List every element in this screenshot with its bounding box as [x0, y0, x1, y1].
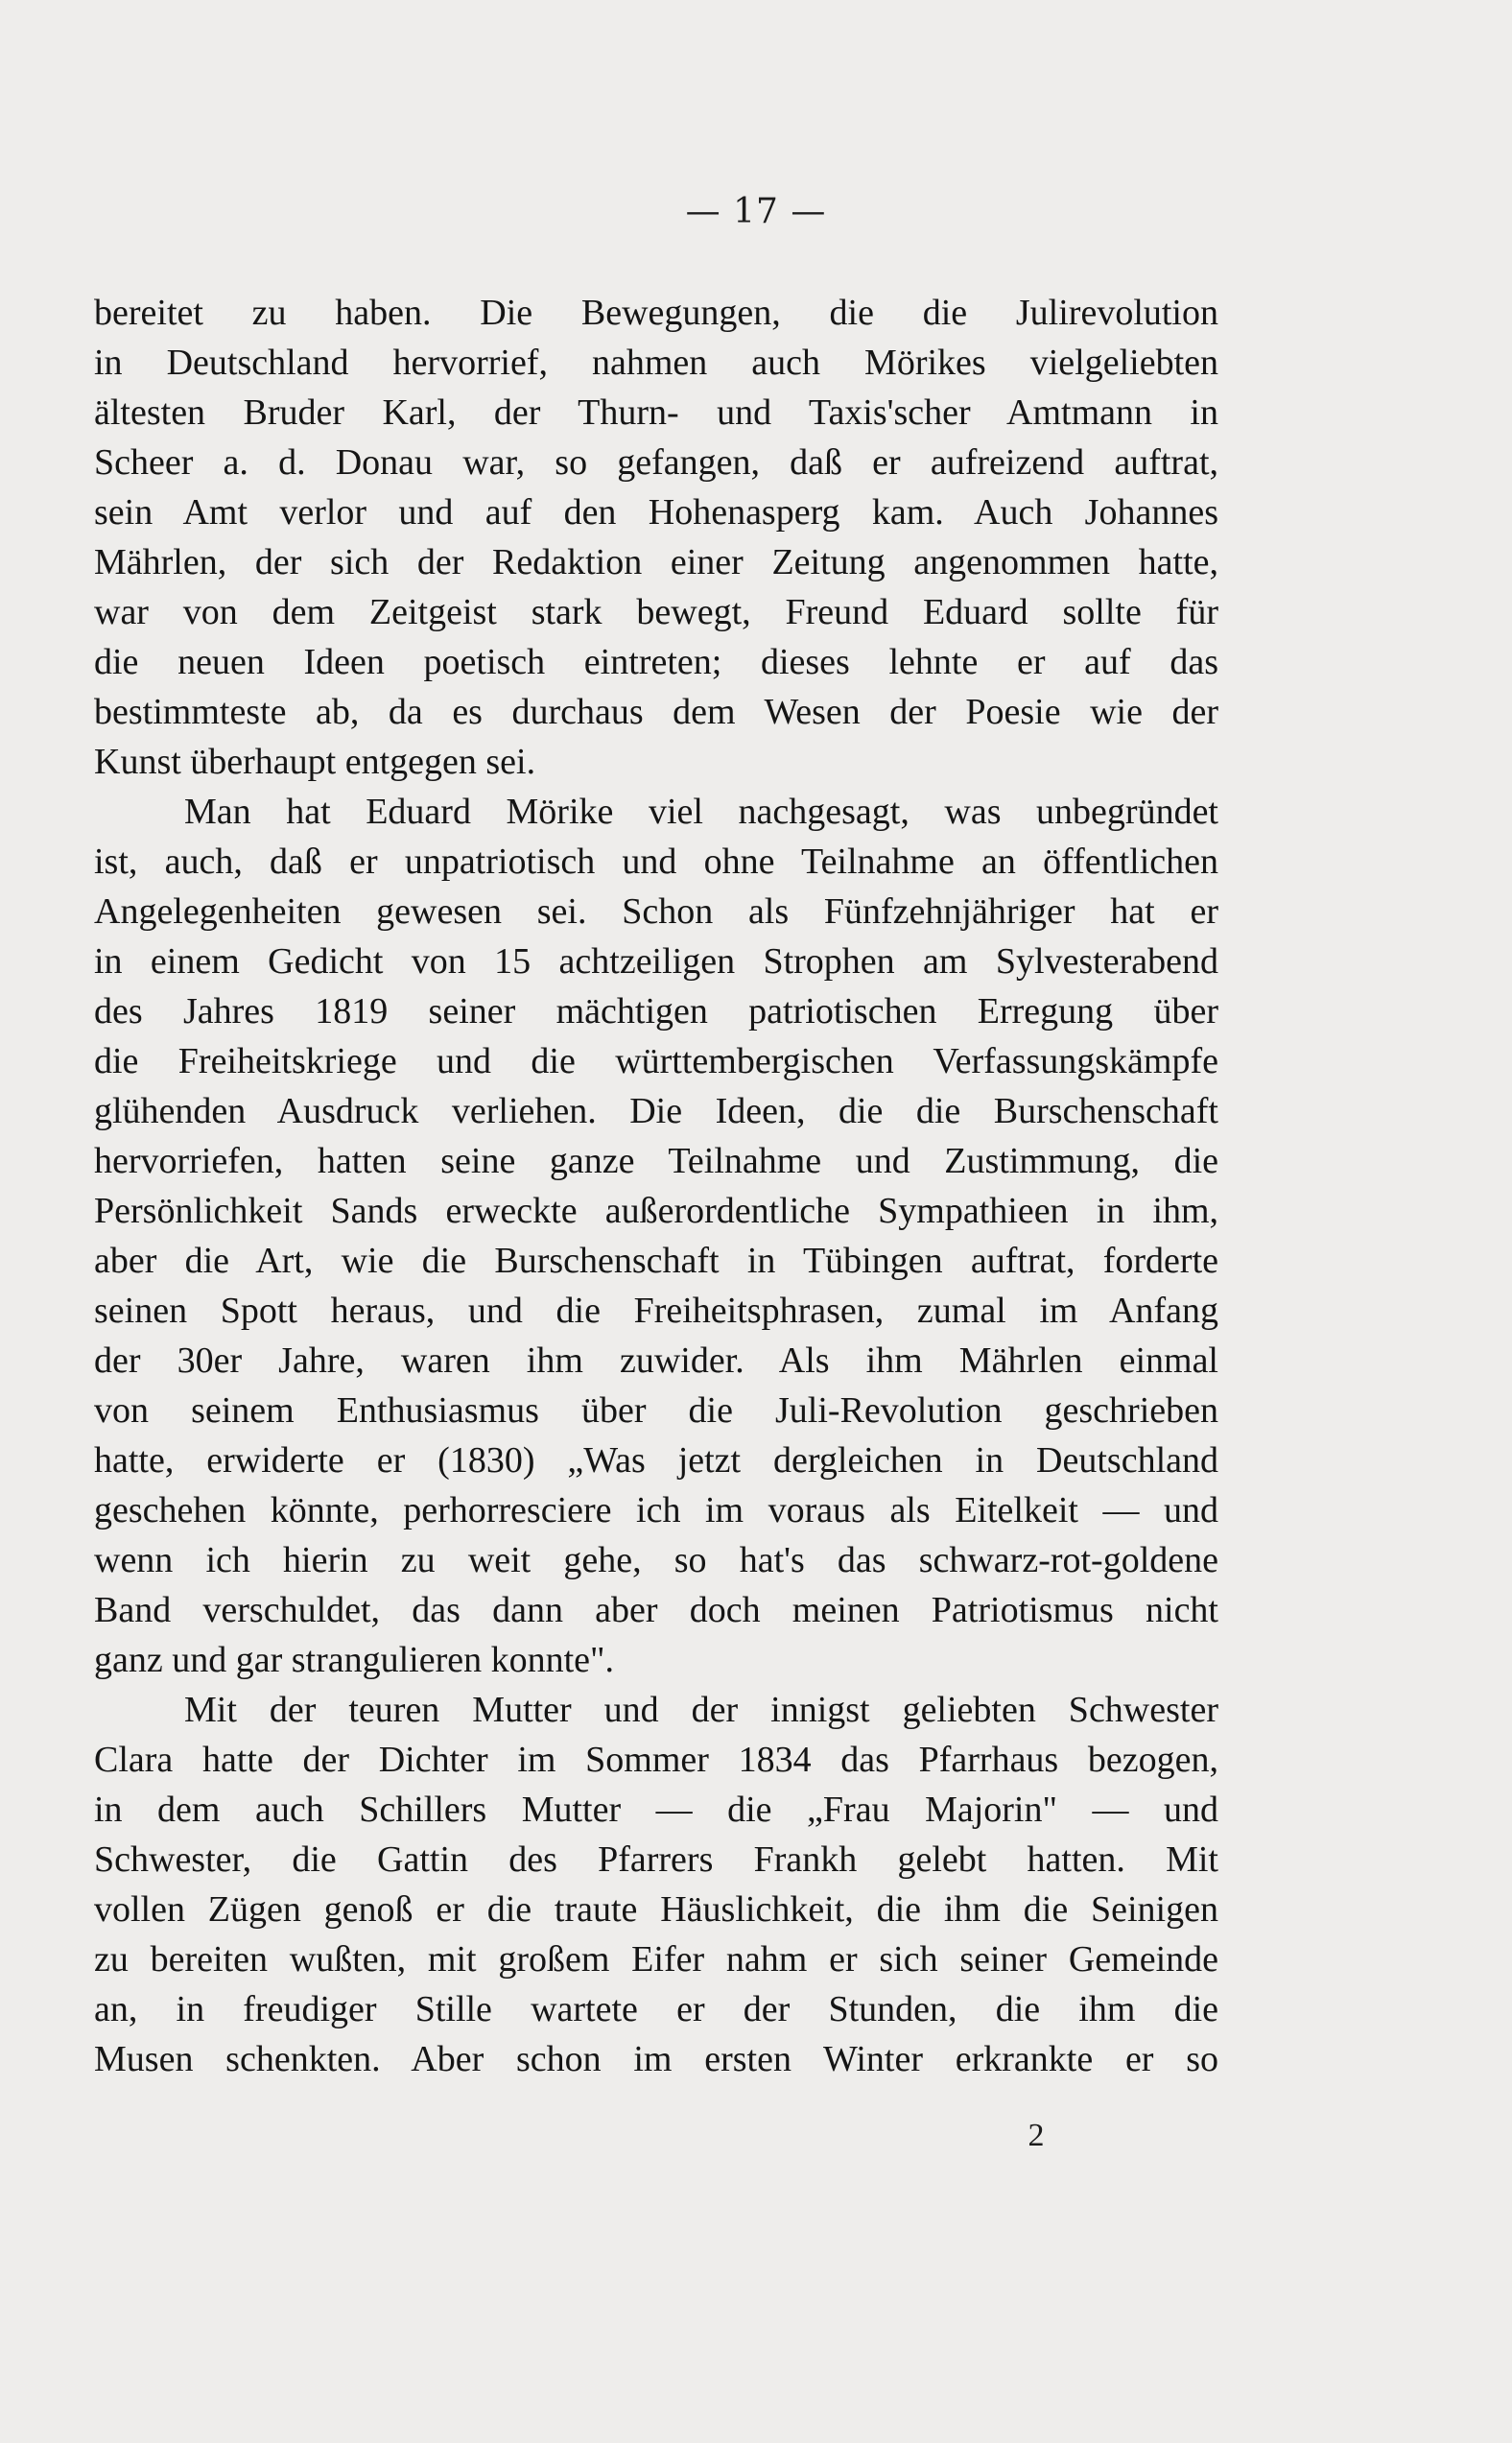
text-line: Angelegenheiten gewesen sei. Schon als Fünfzehnjähriger hat er	[94, 891, 1218, 932]
text-line: Schwester, die Gattin des Pfarrers Frankh gelebt hatten. Mit	[94, 1839, 1218, 1880]
text-line: Clara hatte der Dichter im Sommer 1834 das Pfarrhaus bezogen,	[94, 1740, 1218, 1780]
text-line: ist, auch, daß er unpatriotisch und ohne Teilnahme an öffentlichen	[94, 842, 1218, 882]
text-line: die neuen Ideen poetisch eintreten; dieses lehnte er auf das	[94, 642, 1218, 682]
text-line: in dem auch Schillers Mutter — die „Frau Majorin" — und	[94, 1790, 1218, 1830]
text-line: Kunst überhaupt entgegen sei.	[94, 742, 536, 782]
text-line: Persönlichkeit Sands erweckte außerordentliche Sympathieen in ihm,	[94, 1191, 1218, 1231]
text-line: in einem Gedicht von 15 achtzeiligen Strophen am Sylvesterabend	[94, 941, 1218, 982]
text-line: Man hat Eduard Mörike viel nachgesagt, was unbegründet	[184, 792, 1218, 832]
text-line: Band verschuldet, das dann aber doch meinen Patriotismus nicht	[94, 1590, 1218, 1630]
text-line: wenn ich hierin zu weit gehe, so hat's das schwarz-rot-goldene	[94, 1540, 1218, 1580]
text-line: Scheer a. d. Donau war, so gefangen, daß er aufreizend auftrat,	[94, 442, 1218, 483]
text-line: die Freiheitskriege und die württembergischen Verfassungskämpfe	[94, 1041, 1218, 1081]
text-line: glühenden Ausdruck verliehen. Die Ideen, die die Burschenschaft	[94, 1091, 1218, 1131]
text-line: hervorriefen, hatten seine ganze Teilnahme und Zustimmung, die	[94, 1141, 1218, 1181]
text-line: an, in freudiger Stille wartete er der Stunden, die ihm die	[94, 1989, 1218, 2029]
text-line: des Jahres 1819 seiner mächtigen patriotischen Erregung über	[94, 991, 1218, 1032]
text-line: Mährlen, der sich der Redaktion einer Zeitung angenommen hatte,	[94, 542, 1218, 582]
text-line: ganz und gar strangulieren konnte".	[94, 1640, 615, 1680]
text-line: von seinem Enthusiasmus über die Juli-Revolution geschrieben	[94, 1390, 1218, 1431]
text-line: hatte, erwiderte er (1830) „Was jetzt dergleichen in Deutschland	[94, 1440, 1218, 1481]
text-line: geschehen könnte, perhorresciere ich im voraus als Eitelkeit — und	[94, 1490, 1218, 1530]
text-line: seinen Spott heraus, und die Freiheitsphrasen, zumal im Anfang	[94, 1291, 1218, 1331]
text-line: zu bereiten wußten, mit großem Eifer nahm er sich seiner Gemeinde	[94, 1939, 1218, 1980]
body-text	[94, 288, 1218, 2084]
text-line: in Deutschland hervorrief, nahmen auch Mörikes vielgeliebten	[94, 343, 1218, 383]
page-number: — 17 —	[685, 192, 827, 231]
text-line: Mit der teuren Mutter und der innigst geliebten Schwester	[184, 1690, 1218, 1730]
text-line: bereitet zu haben. Die Bewegungen, die die Julirevolution	[94, 293, 1218, 333]
text-line: ältesten Bruder Karl, der Thurn- und Taxis'scher Amtmann in	[94, 392, 1218, 433]
text-line: vollen Zügen genoß er die traute Häuslichkeit, die ihm die Seinigen	[94, 1889, 1218, 1930]
signature-mark: 2	[1028, 2118, 1045, 2153]
text-line: der 30er Jahre, waren ihm zuwider. Als ihm Mährlen einmal	[94, 1340, 1218, 1381]
text-line: sein Amt verlor und auf den Hohenasperg kam. Auch Johannes	[94, 492, 1218, 533]
text-line: bestimmteste ab, da es durchaus dem Wesen der Poesie wie der	[94, 692, 1218, 732]
text-line: Musen schenkten. Aber schon im ersten Winter erkrankte er so	[94, 2039, 1218, 2079]
text-line: aber die Art, wie die Burschenschaft in Tübingen auftrat, forderte	[94, 1241, 1218, 1281]
text-line: war von dem Zeitgeist stark bewegt, Freund Eduard sollte für	[94, 592, 1218, 632]
